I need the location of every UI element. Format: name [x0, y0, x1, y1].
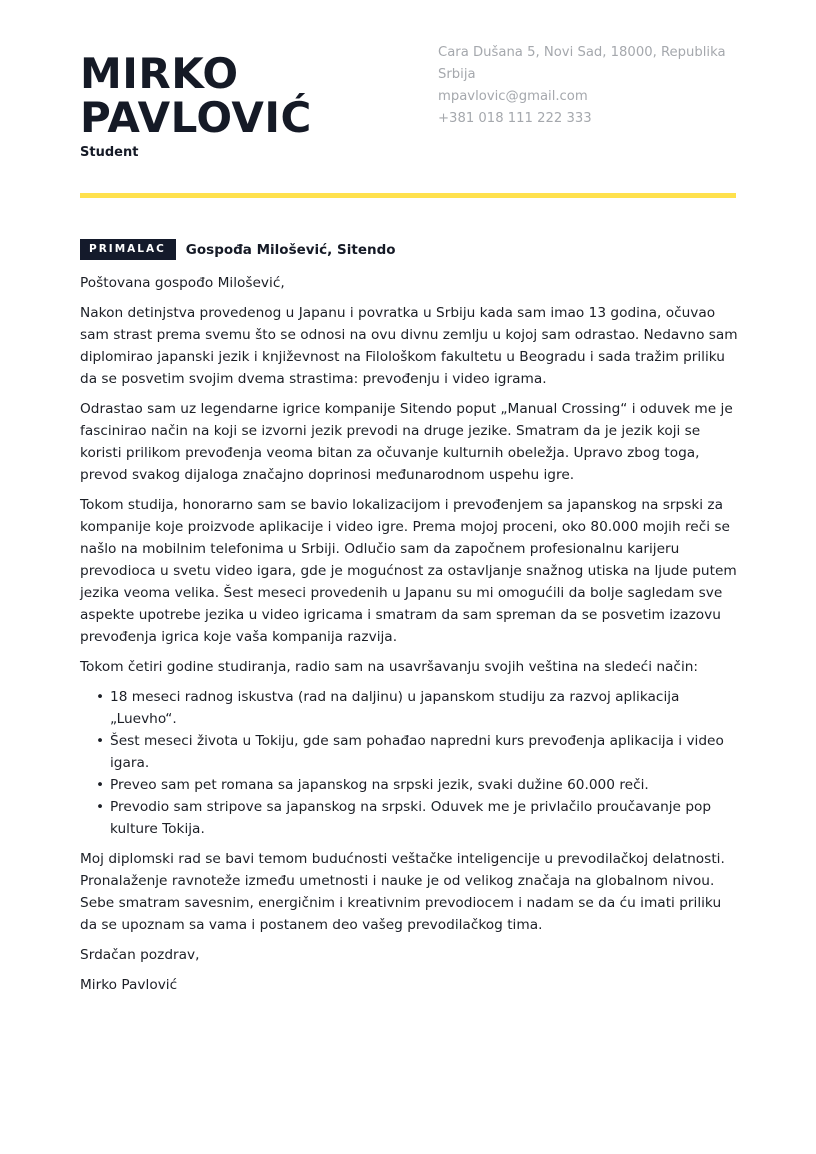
recipient-name: Gospođa Milošević, Sitendo	[185, 241, 396, 258]
name-second-line: PAVLOVIĆ	[80, 93, 312, 142]
letter-paragraph: Tokom studija, honorarno sam se bavio lokalizacijom i prevođenjem sa japanskog na srpski za kompanije koje proizvode aplikacije i video igre. Prema mojoj proceni, oko 80.000 mojih reči se našlo na mobilnim telefonima u Srbiji. Odlučio sam da započnem profesionalnu karijeru prevodioca u svetu video igara, gde je mogućnost za ostavljanje snažnog utiska na ljude putem jezika veoma velika. Šest meseci provedenih u Japanu su mi omogućili da bolje sagledam sve aspekte upotrebe jezika u video igricama i smatram da sam spreman da se posvetim izazovu prevođenja igrica koje vaša kompanija razvija.	[80, 497, 737, 645]
contact-phone: +381 018 111 222 333	[438, 111, 592, 126]
letter-paragraph: Moj diplomski rad se bavi temom budućnosti veštačke inteligencije u prevodilačkoj delatnosti. Pronalaženje ravnoteže između umetnosti i nauke je od velikog značaja na globalnom nivou. Sebe smatram savesnim, energičnim i kreativnim prevodiocem i nadam se da ću imati priliku da se upoznam sa vama i postanem deo vašeg prevodilačkog tima.	[80, 851, 725, 933]
letter-signature: Mirko Pavlović	[80, 977, 178, 993]
letter-list-intro: Tokom četiri godine studiranja, radio sam na usavršavanju svojih veština na sledeći način:	[80, 659, 699, 675]
list-item: • Prevodio sam stripove sa japanskog na srpski. Oduvek me je privlačilo proučavanje pop kulture Tokija.	[110, 796, 742, 840]
accent-divider	[80, 193, 736, 198]
recipient-tag: PRIMALAC	[80, 239, 176, 260]
contact-address: Cara Dušana 5, Novi Sad, 18000, Republika Srbija	[438, 45, 726, 82]
applicant-name	[80, 49, 380, 142]
list-item: • Preveo sam pet romana sa japanskog na srpski jezik, svaki dužine 60.000 reči.	[110, 774, 742, 796]
contact-info	[438, 42, 738, 130]
letter-paragraph: Odrastao sam uz legendarne igrice kompanije Sitendo poput „Manual Crossing“ i oduvek me je fascinirao način na koji se izvorni jezik prevodi na druge jezike. Smatram da je jezik koji se koristi prilikom prevođenja veoma bitan za očuvanje kulturnih obeležja. Upravo zbog toga, prevod svakog dijaloga značajno doprinosi međunarodnom uspehu igre.	[80, 401, 733, 483]
contact-email: mpavlovic@gmail.com	[438, 89, 588, 104]
applicant-role: Student	[80, 145, 139, 160]
skills-list	[80, 686, 742, 840]
letter-body	[80, 272, 742, 1004]
letter-greeting: Poštovana gospođo Milošević,	[80, 275, 285, 291]
name-first-line: MIRKO	[80, 49, 239, 98]
list-item: • Šest meseci života u Tokiju, gde sam pohađao napredni kurs prevođenja aplikacija i video igara.	[110, 730, 742, 774]
letter-paragraph: Nakon detinjstva provedenog u Japanu i povratka u Srbiju kada sam imao 13 godina, očuvao sam strast prema svemu što se odnosi na ovu divnu zemlju u kojoj sam odrastao. Nedavno sam diplomirao japanski jezik i književnost na Filološkom fakultetu u Beogradu i sada tražim priliku da se posvetim svojim dvema strastima: prevođenju i video igrama.	[80, 305, 738, 387]
letter-closing: Srdačan pozdrav,	[80, 947, 200, 963]
recipient-line	[80, 239, 396, 260]
list-item: • 18 meseci radnog iskustva (rad na daljinu) u japanskom studiju za razvoj aplikacija „Luevho“.	[110, 686, 742, 730]
